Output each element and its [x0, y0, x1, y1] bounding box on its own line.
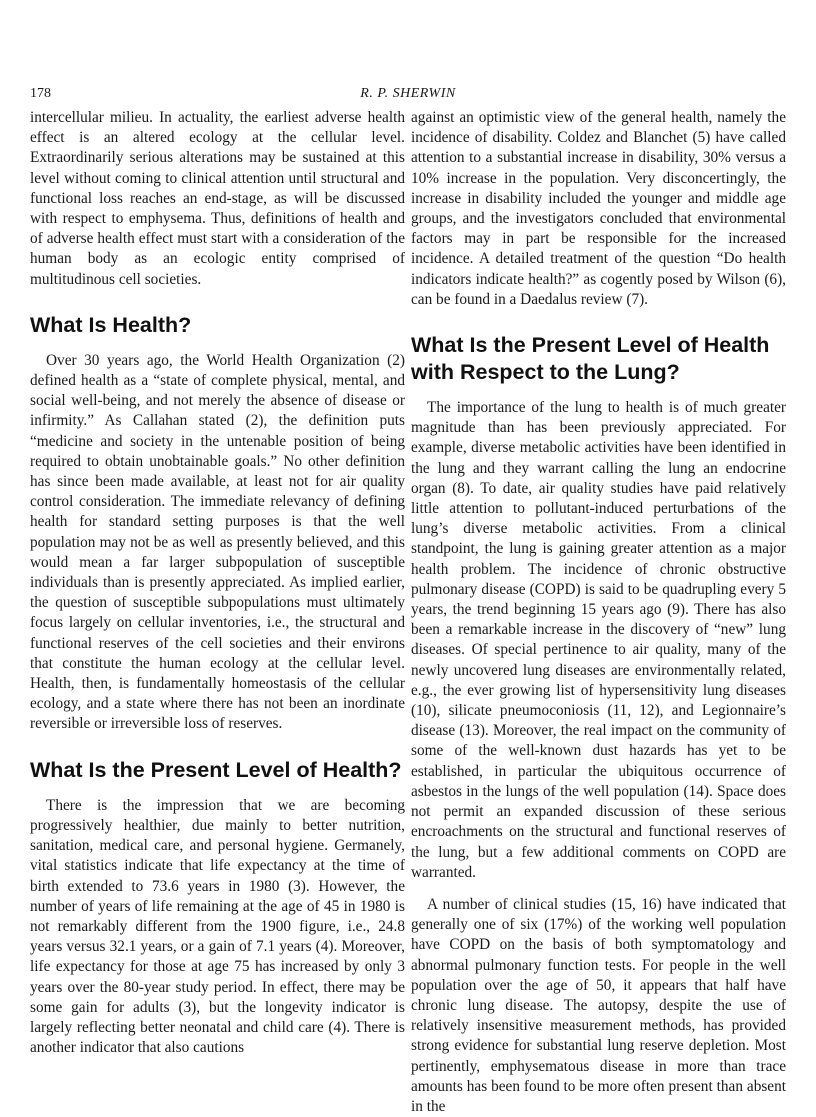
right-column [411, 108, 786, 1117]
running-head: R. P. SHERWIN [360, 86, 456, 101]
heading-lung-health: What Is the Present Level of Health with Respect to the Lung? [411, 333, 770, 385]
paragraph-present-level: There is the impression that we are becoming progressively healthier, due mainly to better nutrition, sanitation, medical care, and personal hygiene. Germanely, vital statistics indicate that life expectancy at the time of birth extended to 73.6 years in 1980 (3). However, the number of years of life remaining at the age of 45 in 1980 is not remarkably different from the 1900 figure, i.e., 24.8 years versus 32.1 years, or a gain of 7.1 years (4). Moreover, life expectancy for those at age 75 has increased by only 3 years over the 80-year study period. In effect, there may be some gain for adults (3), but the longevity indicator is largely reflecting better neonatal and child care (4). There is another indicator that also cautions [30, 796, 405, 1057]
paragraph-lung: The importance of the lung to health is of much greater magnitude than has been previously appreciated. For example, diverse metabolic activities have been identified in the lung and they warrant calling the lung an endocrine organ (8). To date, air quality studies have paid relatively little attention to pollutant-induced perturbations of the lung’s diverse metabolic activities. From a clinical standpoint, the lung is gaining greater attention as a major health problem. The incidence of chronic obstructive pulmonary disease (COPD) is said to be quadrupling every 5 years, the trend beginning 15 years ago (9). There has also been a remarkable increase in the discovery of “new” lung diseases. Of special pertinence to air quality, many of the newly uncovered lung diseases are environmentally related, e.g., the ever growing list of hypersensitivity lung diseases (10), silicate pneumoconiosis (11, 12), and Legionnaire’s disease (13). Moreover, the real impact on the community of some of the well-known dust hazards has yet to be established, in particular the ubiquitous occurrence of asbestos in the lungs of the well population (14). Space does not permit an expanded discussion of these serious encroachments on the structural and functional reserves of the lung, but a few additional comments on COPD are warranted. [411, 399, 786, 881]
page-header [0, 86, 816, 108]
heading-what-is-health: What Is Health? [30, 312, 192, 337]
left-column [30, 108, 405, 1058]
paragraph-clinical-studies: A number of clinical studies (15, 16) have indicated that generally one of six (17%) of the working well population have COPD on the basis of both symptomatology and abnormal pulmonary function tests. For people in the well population over the age of 50, it appears that half have chronic lung disease. The autopsy, despite the use of relatively insensitive measurement methods, has provided strong evidence for substantial lung reserve depletion. Most pertinently, emphysematous disease in more than trace amounts has been found to be more often present than absent in the [411, 895, 786, 1115]
page-number: 178 [30, 86, 51, 101]
paragraph-continued: against an optimistic view of the general health, namely the incidence of disability. Coldez and Blanchet (5) have called attention to a substantial increase in disability, 30% versus a 10% increase in the population. Very disconcertingly, the increase in disability included the younger and middle age groups, and the investigators concluded that environmental factors may in part be responsible for the increased incidence. A detailed treatment of the question “Do health indicators indicate health?” as cogently posed by Wilson (6), can be found in a Daedalus review (7). [411, 109, 786, 308]
paragraph-health: Over 30 years ago, the World Health Organization (2) defined health as a “state of complete physical, mental, and social well-being, and not merely the absence of disease or infirmity.” As Callahan stated (2), the definition puts “medicine and society in the untenable position of being required to obtain unobtainable goals.” No other definition has since been made available, at least not for air quality control consideration. The immediate relevancy of defining health for standard setting purposes is that the well population may not be as well as presently believed, and this would mean a far larger subpopulation of susceptible individuals than is presently appreciated. As implied earlier, the question of susceptible subpopulations must ultimately focus largely on cellular inventories, i.e., the structural and functional reserves of the cell societies and their environs that constitute the human ecology at the cellular level. Health, then, is fundamentally homeostasis of the cellular ecology, and a state where there has not been an inordinate reversible or irreversible loss of reserves. [30, 351, 405, 733]
heading-present-level-of-health: What Is the Present Level of Health? [30, 757, 402, 782]
paragraph-intro: intercellular milieu. In actuality, the earliest adverse health effect is an altered ecology at the cellular level. Extraordinarily serious alterations may be sustained at this level without coming to clinical attention until structural and functional loss reaches an end-stage, as will be discussed with respect to emphysema. Thus, definitions of health and of adverse health effect must start with a consideration of the human body as an ecologic entity comprised of multitudinous cell societies. [30, 109, 405, 288]
